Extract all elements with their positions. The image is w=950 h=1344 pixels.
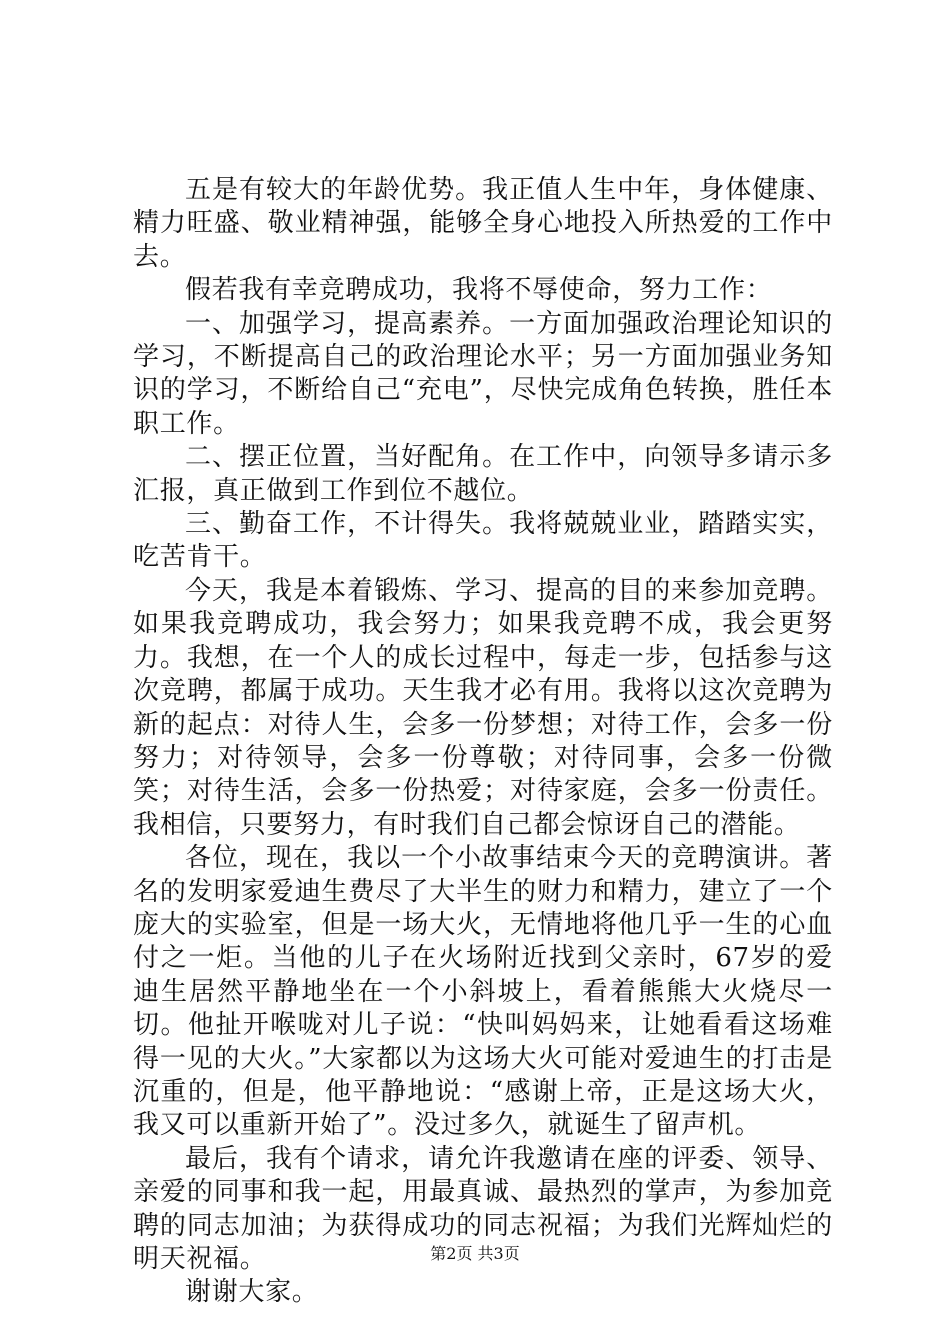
paragraph: 一、加强学习，提高素养。一方面加强政治理论知识的学习，不断提高自己的政治理论水平；另一方面加强业务知识的学习，不断给自己“充电”，尽快完成角色转换，胜任本职工作。 [133, 308, 833, 439]
paragraph: 最后，我有个请求，请允许我邀请在座的评委、领导、亲爱的同事和我一起，用最真诚、最热烈的掌声，为参加竞聘的同志加油；为获得成功的同志祝福；为我们光辉灿烂的明天祝福。 [133, 1143, 833, 1274]
paragraph: 三、勤奋工作，不计得失。我将兢兢业业，踏踏实实，吃苦肯干。 [133, 509, 833, 573]
paragraph: 五是有较大的年龄优势。我正值人生中年，身体健康、精力旺盛、敬业精神强，能够全身心地投入所热爱的工作中去。 [133, 175, 833, 272]
paragraph: 各位，现在，我以一个小故事结束今天的竞聘演讲。著名的发明家爱迪生费尽了大半生的财力和精力，建立了一个庞大的实验室，但是一场大火，无情地将他几乎一生的心血付之一炬。当他的儿子在火场附近找到父亲时，67岁的爱迪生居然平静地坐在一个小斜坡上，看着熊熊大火烧尽一切。他扯开喉咙对儿子说：“快叫妈妈来，让她看看这场难得一见的大火。”大家都以为这场大火可能对爱迪生的打击是沉重的，但是，他平静地说：“感谢上帝，正是这场大火，我又可以重新开始了”。没过多久，就诞生了留声机。 [133, 843, 833, 1141]
paragraph: 假若我有幸竞聘成功，我将不辱使命，努力工作： [185, 275, 773, 306]
document-body [133, 174, 833, 1310]
paragraph: 二、摆正位置，当好配角。在工作中，向领导多请示多汇报，真正做到工作到位不越位。 [133, 442, 833, 506]
paragraph: 谢谢大家。 [185, 1277, 319, 1308]
paragraph: 今天，我是本着锻炼、学习、提高的目的来参加竞聘。如果我竞聘成功，我会努力；如果我竞聘不成，我会更努力。我想，在一个人的成长过程中，每走一步，包括参与这次竞聘，都属于成功。天生我才必有用。我将以这次竞聘为新的起点：对待人生，会多一份梦想；对待工作，会多一份努力；对待领导，会多一份尊敬；对待同事，会多一份微笑；对待生活，会多一份热爱；对待家庭，会多一份责任。我相信，只要努力，有时我们自己都会惊讶自己的潜能。 [133, 575, 833, 840]
page-footer: 第2页 共3页 [430, 1244, 520, 1263]
